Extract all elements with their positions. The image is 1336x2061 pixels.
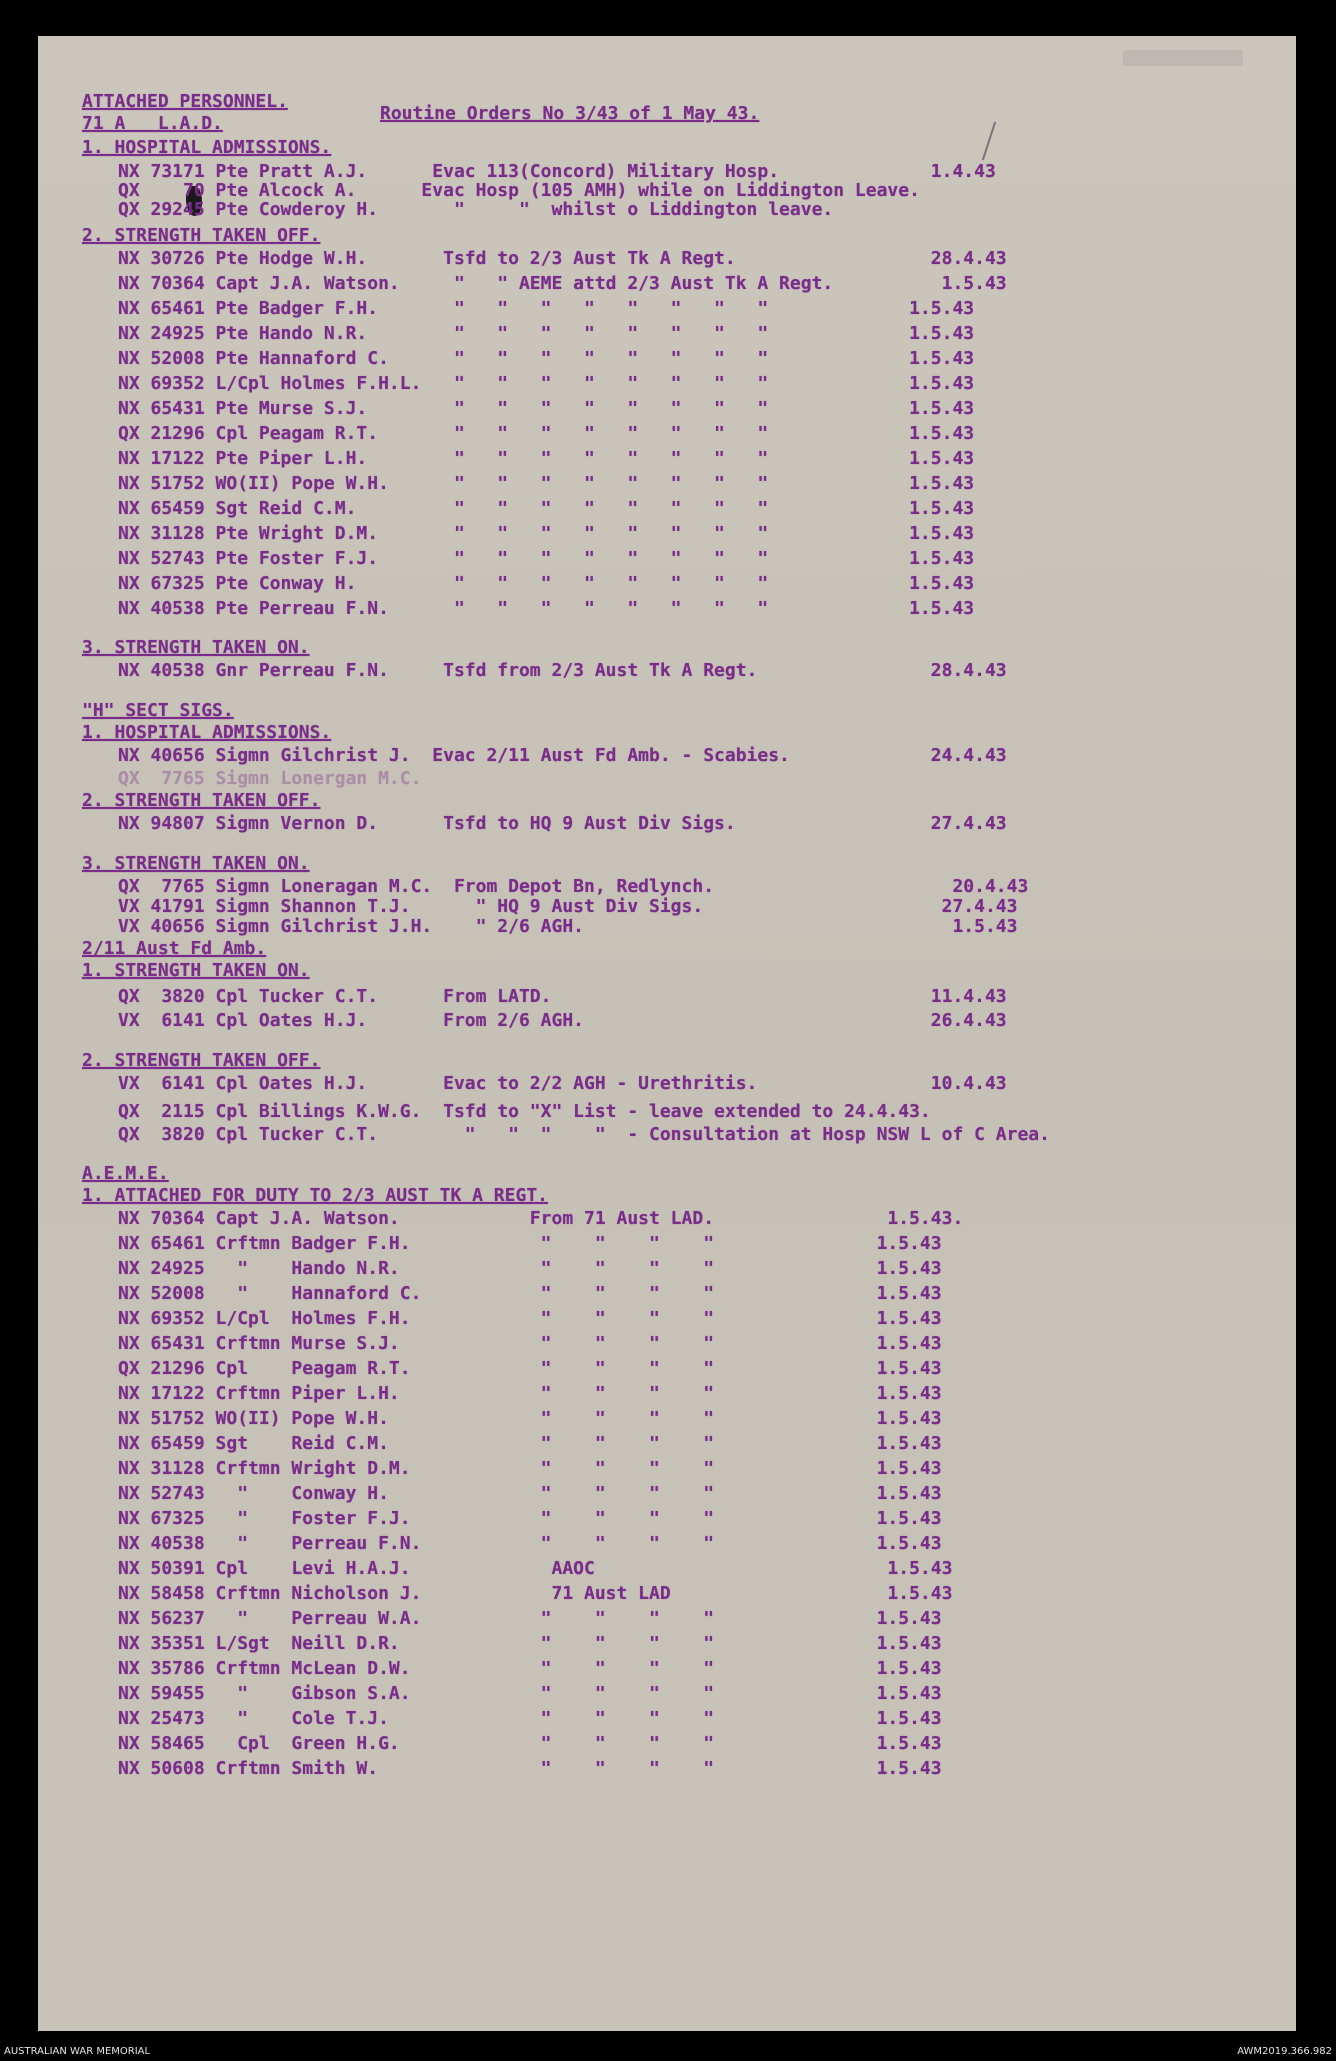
order-line: QX 3820 Cpl Tucker C.T. " " " " - Consultation at Hosp NSW L of C Area. (118, 1124, 1050, 1145)
section-heading: 1. STRENGTH TAKEN ON. (82, 960, 310, 981)
document-sheet (38, 36, 1296, 2031)
order-line: NX 58458 Crftmn Nicholson J. 71 Aust LAD 1.5.43 (118, 1583, 953, 1604)
section-heading: 3. STRENGTH TAKEN ON. (82, 637, 310, 658)
order-line: QX 29245 Pte Cowderoy H. " " whilst o Liddington leave. (118, 199, 834, 220)
section-heading: 3. STRENGTH TAKEN ON. (82, 853, 310, 874)
order-line: VX 6141 Cpl Oates H.J. From 2/6 AGH. 26.4.43 (118, 1010, 1007, 1031)
order-line: QX 7765 Sigmn Loneragan M.C. From Depot Bn, Redlynch. 20.4.43 (118, 876, 1029, 897)
order-line: NX 17122 Pte Piper L.H. " " " " " " " " 1.5.43 (118, 448, 975, 469)
order-line: NX 35351 L/Sgt Neill D.R. " " " " 1.5.43 (118, 1633, 942, 1654)
section-heading: 2. STRENGTH TAKEN OFF. (82, 790, 321, 811)
order-line: VX 41791 Sigmn Shannon T.J. " HQ 9 Aust Div Sigs. 27.4.43 (118, 896, 1018, 917)
document-title: Routine Orders No 3/43 of 1 May 43. (380, 103, 760, 124)
order-line: VX 40656 Sigmn Gilchrist J.H. " 2/6 AGH. 1.5.43 (118, 916, 1018, 937)
order-line: NX 40656 Sigmn Gilchrist J. Evac 2/11 Aust Fd Amb. - Scabies. 24.4.43 (118, 745, 1007, 766)
order-line: NX 65431 Crftmn Murse S.J. " " " " 1.5.43 (118, 1333, 942, 1354)
footer-accession: AWM2019.366.982 (1237, 2046, 1332, 2057)
section-heading: 1. ATTACHED FOR DUTY TO 2/3 AUST TK A REGT. (82, 1185, 548, 1206)
order-line: NX 25473 " Cole T.J. " " " " 1.5.43 (118, 1708, 942, 1729)
order-line: NX 24925 " Hando N.R. " " " " 1.5.43 (118, 1258, 942, 1279)
order-line: NX 65461 Crftmn Badger F.H. " " " " 1.5.43 (118, 1233, 942, 1254)
order-line: NX 40538 " Perreau F.N. " " " " 1.5.43 (118, 1533, 942, 1554)
order-line: NX 70364 Capt J.A. Watson. " " AEME attd 2/3 Aust Tk A Regt. 1.5.43 (118, 273, 1007, 294)
order-line: QX 21296 Cpl Peagam R.T. " " " " " " " " 1.5.43 (118, 423, 975, 444)
order-line: NX 94807 Sigmn Vernon D. Tsfd to HQ 9 Aust Div Sigs. 27.4.43 (118, 813, 1007, 834)
order-line: NX 65459 Sgt Reid C.M. " " " " 1.5.43 (118, 1433, 942, 1454)
order-line: NX 56237 " Perreau W.A. " " " " 1.5.43 (118, 1608, 942, 1629)
footer-credit: AUSTRALIAN WAR MEMORIAL (4, 2046, 151, 2057)
order-line: QX 7765 Sigmn Lonergan M.C. (118, 768, 422, 789)
order-line: NX 69352 L/Cpl Holmes F.H.L. " " " " " " " " 1.5.43 (118, 373, 975, 394)
order-line: NX 40538 Gnr Perreau F.N. Tsfd from 2/3 Aust Tk A Regt. 28.4.43 (118, 660, 1007, 681)
stamp-mark (1123, 50, 1243, 66)
section-heading: 2. STRENGTH TAKEN OFF. (82, 1050, 321, 1071)
order-line: NX 70364 Capt J.A. Watson. From 71 Aust LAD. 1.5.43. (118, 1208, 964, 1229)
order-line: NX 51752 WO(II) Pope W.H. " " " " " " " " 1.5.43 (118, 473, 975, 494)
order-line: NX 65431 Pte Murse S.J. " " " " " " " " 1.5.43 (118, 398, 975, 419)
section-heading: ATTACHED PERSONNEL. (82, 91, 288, 112)
order-line: NX 52008 " Hannaford C. " " " " 1.5.43 (118, 1283, 942, 1304)
order-line: NX 65461 Pte Badger F.H. " " " " " " " " 1.5.43 (118, 298, 975, 319)
order-line: NX 52008 Pte Hannaford C. " " " " " " " " 1.5.43 (118, 348, 975, 369)
order-line: NX 35786 Crftmn McLean D.W. " " " " 1.5.43 (118, 1658, 942, 1679)
order-line: NX 50391 Cpl Levi H.A.J. AAOC 1.5.43 (118, 1558, 953, 1579)
order-line: VX 6141 Cpl Oates H.J. Evac to 2/2 AGH - Urethritis. 10.4.43 (118, 1073, 1007, 1094)
order-line: NX 73171 Pte Pratt A.J. Evac 113(Concord) Military Hosp. 1.4.43 (118, 161, 996, 182)
section-heading: 1. HOSPITAL ADMISSIONS. (82, 722, 332, 743)
order-line: NX 69352 L/Cpl Holmes F.H. " " " " 1.5.43 (118, 1308, 942, 1329)
order-line: NX 50608 Crftmn Smith W. " " " " 1.5.43 (118, 1758, 942, 1779)
section-heading: "H" SECT SIGS. (82, 700, 234, 721)
order-line: NX 31128 Crftmn Wright D.M. " " " " 1.5.43 (118, 1458, 942, 1479)
section-heading: 2. STRENGTH TAKEN OFF. (82, 225, 321, 246)
order-line: NX 52743 " Conway H. " " " " 1.5.43 (118, 1483, 942, 1504)
order-line: QX 70 Pte Alcock A. Evac Hosp (105 AMH) while on Liddington Leave. (118, 180, 920, 201)
section-heading: A.E.M.E. (82, 1163, 169, 1184)
order-line: NX 52743 Pte Foster F.J. " " " " " " " " 1.5.43 (118, 548, 975, 569)
section-heading: 1. HOSPITAL ADMISSIONS. (82, 137, 332, 158)
order-line: QX 3820 Cpl Tucker C.T. From LATD. 11.4.43 (118, 986, 1007, 1007)
order-line: NX 51752 WO(II) Pope W.H. " " " " 1.5.43 (118, 1408, 942, 1429)
order-line: NX 65459 Sgt Reid C.M. " " " " " " " " 1.5.43 (118, 498, 975, 519)
order-line: NX 58465 Cpl Green H.G. " " " " 1.5.43 (118, 1733, 942, 1754)
order-line: NX 59455 " Gibson S.A. " " " " 1.5.43 (118, 1683, 942, 1704)
order-line: NX 31128 Pte Wright D.M. " " " " " " " " 1.5.43 (118, 523, 975, 544)
order-line: NX 24925 Pte Hando N.R. " " " " " " " " 1.5.43 (118, 323, 975, 344)
order-line: QX 21296 Cpl Peagam R.T. " " " " 1.5.43 (118, 1358, 942, 1379)
section-heading: 71 A L.A.D. (82, 113, 223, 134)
order-line: QX 2115 Cpl Billings K.W.G. Tsfd to "X" List - leave extended to 24.4.43. (118, 1101, 931, 1122)
order-line: NX 67325 " Foster F.J. " " " " 1.5.43 (118, 1508, 942, 1529)
pen-stroke (982, 122, 996, 161)
section-heading: 2/11 Aust Fd Amb. (82, 938, 267, 959)
order-line: NX 17122 Crftmn Piper L.H. " " " " 1.5.43 (118, 1383, 942, 1404)
order-line: NX 30726 Pte Hodge W.H. Tsfd to 2/3 Aust Tk A Regt. 28.4.43 (118, 248, 1007, 269)
order-line: NX 40538 Pte Perreau F.N. " " " " " " " " 1.5.43 (118, 598, 975, 619)
order-line: NX 67325 Pte Conway H. " " " " " " " " 1.5.43 (118, 573, 975, 594)
